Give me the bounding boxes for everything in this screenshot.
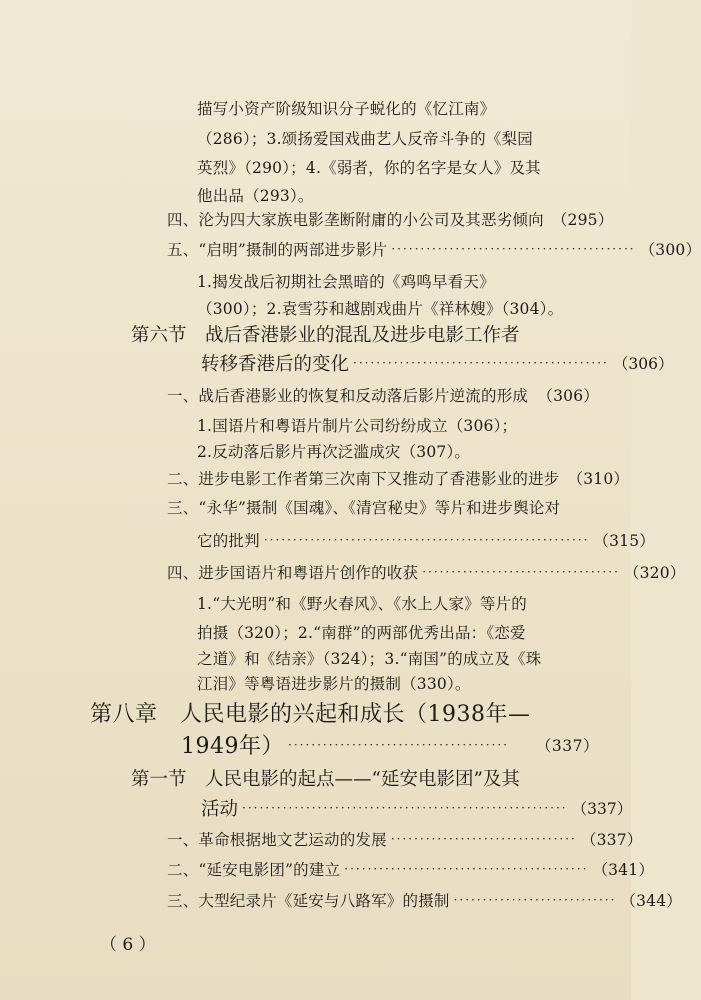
chapter-heading-title: 1949年） [181,734,284,759]
section-heading[interactable]: 第一节 人民电影的起点——“延安电影团”及其 [131,769,520,790]
toc-entry[interactable] [167,238,701,260]
leader-dots: ························································ [263,533,590,547]
toc-entry[interactable] [167,384,599,406]
toc-subitem-text: 拍摄（320）；2.“南群”的两部优秀出品：《恋爱 [197,624,526,642]
toc-subitem-text: 他出品（293）。 [197,187,314,205]
toc-entry-title: 五、“启明”摄制的两部进步影片 [167,241,388,259]
toc-page-ref: （300） [639,241,701,259]
toc-page-ref: （344） [620,892,683,910]
section-heading[interactable]: 第六节 战后香港影业的混乱及进步电影工作者 [131,325,520,346]
leader-dots: ············································ [353,356,609,370]
toc-subitem-text: 之道》和《结亲》（324）；3.“南国”的成立及《珠 [197,650,542,668]
section-heading-continued[interactable] [201,350,674,376]
leader-dots: ························································ [242,801,568,815]
toc-entry[interactable] [167,858,655,880]
leader-dots [532,388,533,402]
toc-entry-title: 三、大型纪录片《延安与八路军》的摄制 [167,892,450,910]
toc-entry-title: 二、进步电影工作者第三次南下又推动了香港影业的进步 [167,470,560,488]
toc-entry-title: 二、“延安电影团”的建立 [167,861,341,879]
page-number: （ 6 ） [100,935,156,955]
toc-subitem-text: 2.反动落后影片再次泛滥成灾（307）。 [197,443,471,461]
section-heading-title: 活动 [201,799,239,820]
toc-entry-title: 四、进步国语片和粤语片创作的收获 [167,564,419,582]
toc-entry[interactable] [167,828,643,850]
toc-page-ref: （341） [592,861,655,879]
toc-entry-title: 四、沦为四大家族电影垄断附庸的小公司及其恶劣倾向 [167,211,544,229]
chapter-heading-continued[interactable] [181,729,599,760]
toc-page-ref: （337） [571,800,633,818]
leader-dots: ···························· [453,893,617,907]
toc-entry-title: 一、战后香港影业的恢复和反动落后影片逆流的形成 [167,387,529,405]
section-heading-continued[interactable] [201,795,633,821]
toc-page-ref: （306） [612,355,674,373]
leader-dots: ································ [390,832,577,846]
toc-entry-title: 它的批判 [197,532,260,550]
toc-subitem-text: 1.国语片和粤语片制片公司纷纷成立（306）； [197,417,518,435]
toc-page-ref: （320） [623,564,686,582]
leader-dots: ·········································· [344,862,589,876]
toc-entry[interactable] [167,889,683,911]
toc-entry[interactable] [167,467,630,489]
leader-dots: ·········································· [391,242,636,256]
toc-entry[interactable] [197,529,656,551]
toc-page-ref: （337） [580,831,643,849]
leader-dots: ·································· [422,565,620,579]
toc-entry[interactable] [167,561,686,583]
toc-subitem-text: 1.“大光明”和《野火春风》、《水上人家》等片的 [197,595,527,613]
toc-subitem-text: （286）；3.颂扬爱国戏曲艺人反帝斗争的《梨园 [197,130,533,148]
toc-subitem-text: （300）；2.袁雪芬和越剧戏曲片《祥林嫂》（304）。 [197,300,564,318]
toc-subitem-text: 描写小资产阶级知识分子蜕化的《忆江南》 [197,100,496,118]
chapter-heading[interactable]: 第八章 人民电影的兴起和成长（1938年— [90,702,531,727]
leader-dots: ······································ [288,737,509,752]
toc-subitem-text: 英烈》（290）；4.《弱者，你的名字是女人》及其 [197,159,541,177]
toc-page-ref: （337） [535,736,599,755]
section-heading-title: 转移香港后的变化 [201,354,350,375]
toc-page-ref: （315） [593,532,656,550]
toc-subitem-text: 1.揭发战后初期社会黑暗的《鸡鸣早看天》 [197,273,495,291]
toc-subitem-text: 江泪》等粤语进步影片的摄制（330）。 [197,675,471,693]
toc-entry-title[interactable]: 三、“永华”摄制《国魂》、《清宫秘史》等片和进步舆论对 [167,499,561,517]
toc-entry-title: 一、革命根据地文艺运动的发展 [167,831,387,849]
toc-page-ref: （295） [551,211,614,229]
toc-page-ref: （310） [567,470,630,488]
toc-entry[interactable] [167,208,614,230]
toc-page-ref: （306） [537,387,599,405]
